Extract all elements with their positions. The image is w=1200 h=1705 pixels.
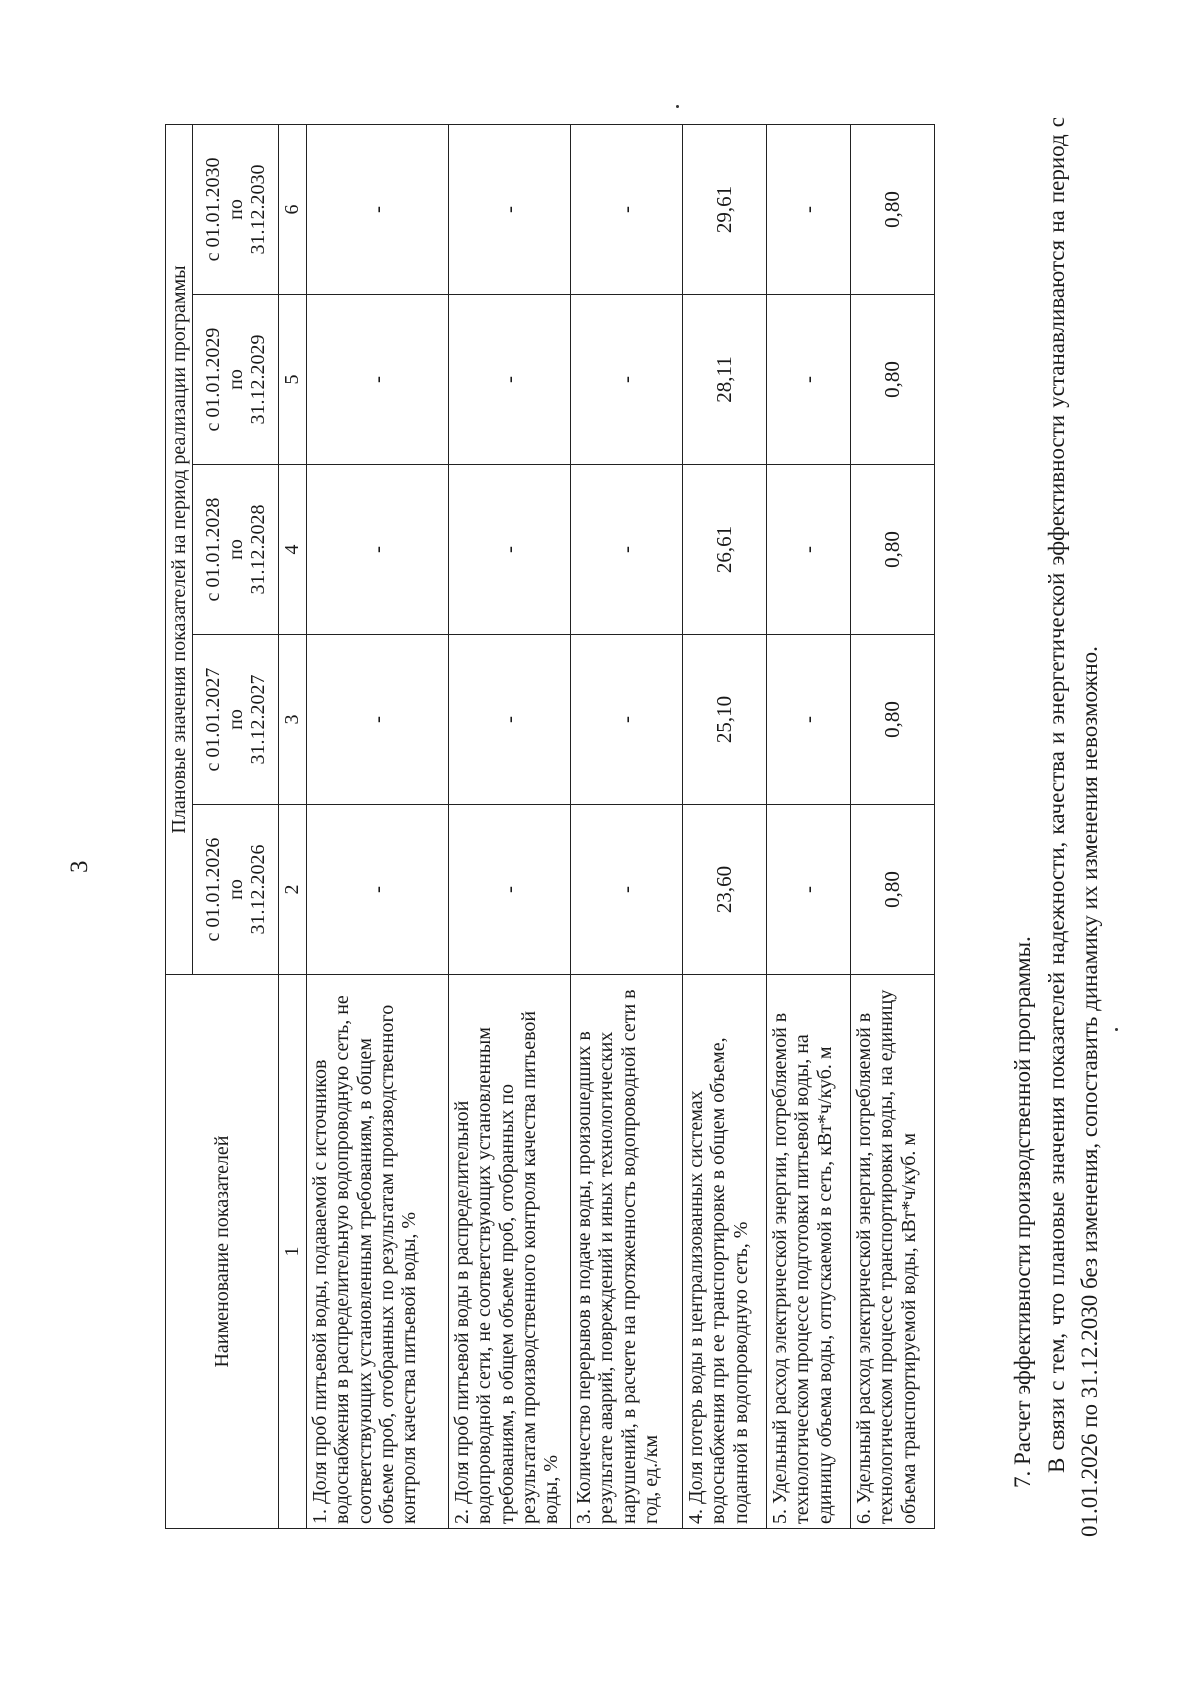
- indicator-value: -: [306, 805, 448, 975]
- indicator-value: -: [306, 465, 448, 635]
- period-header-2030: с 01.01.2030 по 31.12.2030: [193, 124, 279, 294]
- indicator-name: 3. Количество перерывов в подаче воды, произошедших в результате аварий, повреждений и иных технологических нарушений, в расчете на протяженность водопроводной сети в год, ед./км: [570, 975, 682, 1529]
- indicator-value: -: [570, 124, 682, 294]
- indicator-name: 2. Доля проб питьевой воды в распределительной водопроводной сети, не соответствующих установленным требованиям, в общем объеме проб, отобранных по результатам производственного контроля качества питьевой воды, %: [448, 975, 570, 1529]
- name-column-header: Наименование показателей: [166, 975, 279, 1529]
- indicator-value: -: [766, 635, 850, 805]
- indicator-name: 6. Удельный расход электрической энергии, потребляемой в технологическом процессе транспортировки воды, на единицу объема транспортируемой воды, кВт*ч/куб. м: [850, 975, 934, 1529]
- scan-speck: [1115, 1028, 1118, 1031]
- indicator-value: -: [306, 295, 448, 465]
- indicator-value: 26,61: [682, 465, 766, 635]
- indicator-value: 0,80: [850, 635, 934, 805]
- period-header-2029: с 01.01.2029 по 31.12.2029: [193, 295, 279, 465]
- column-number: 3: [279, 635, 306, 805]
- indicator-value: -: [306, 635, 448, 805]
- indicator-value: 23,60: [682, 805, 766, 975]
- scan-speck: [676, 105, 679, 108]
- column-number-row: [279, 124, 306, 1528]
- indicators-table: [165, 124, 935, 1529]
- table-header-row: [166, 124, 193, 1528]
- indicator-value: -: [570, 295, 682, 465]
- indicator-value: -: [448, 124, 570, 294]
- period-header-2028: с 01.01.2028 по 31.12.2028: [193, 465, 279, 635]
- indicator-value: 0,80: [850, 295, 934, 465]
- column-number: 2: [279, 805, 306, 975]
- table-row: [766, 124, 850, 1528]
- column-number: 4: [279, 465, 306, 635]
- indicator-name: 5. Удельный расход электрической энергии, потребляемой в технологическом процессе подготовки питьевой воды, на единицу объема воды, отпускаемой в сеть, кВт*ч/куб. м: [766, 975, 850, 1529]
- indicator-value: 29,61: [682, 124, 766, 294]
- indicator-name: 1. Доля проб питьевой воды, подаваемой с источников водоснабжения в распределительную водопроводную сеть, не соответствующих установленным требованиям, в общем объеме проб, отобранных по результатам производственного контроля качества питьевой воды, %: [306, 975, 448, 1529]
- table-row: [682, 124, 766, 1528]
- indicator-value: -: [448, 635, 570, 805]
- page-number: 3: [66, 860, 93, 873]
- indicator-value: -: [766, 805, 850, 975]
- indicator-value: 25,10: [682, 635, 766, 805]
- indicator-value: 0,80: [850, 124, 934, 294]
- indicator-value: -: [570, 465, 682, 635]
- indicator-value: -: [306, 124, 448, 294]
- column-number: 5: [279, 295, 306, 465]
- column-number: 1: [279, 975, 306, 1529]
- column-number: 6: [279, 124, 306, 294]
- indicator-value: -: [766, 124, 850, 294]
- indicator-value: -: [448, 805, 570, 975]
- indicator-value: -: [448, 295, 570, 465]
- period-header-2027: с 01.01.2027 по 31.12.2027: [193, 635, 279, 805]
- indicator-value: -: [570, 635, 682, 805]
- plan-values-header: Плановые значения показателей на период реализации программы: [166, 124, 193, 974]
- body-paragraph: В связи с тем, что плановые значения показателей надежности, качества и энергетической эффективности устанавливаются на период с 01.01.2026 по 31.12.2030 без изменения, сопоставить динамику их изменения невозможно.: [1044, 117, 1103, 1537]
- table-row: [306, 124, 448, 1528]
- table-row: [570, 124, 682, 1528]
- indicator-name: 4. Доля потерь воды в централизованных системах водоснабжения при ее транспортировке в общем объеме, поданной в водопроводную сеть, %: [682, 975, 766, 1529]
- indicator-value: 28,11: [682, 295, 766, 465]
- section-title: 7. Расчет эффективности производственной программы.: [1010, 936, 1035, 1488]
- table-row: [850, 124, 934, 1528]
- indicator-value: -: [766, 465, 850, 635]
- indicator-value: -: [448, 465, 570, 635]
- table-row: [448, 124, 570, 1528]
- indicator-value: -: [570, 805, 682, 975]
- indicator-value: -: [766, 295, 850, 465]
- period-header-2026: с 01.01.2026 по 31.12.2026: [193, 805, 279, 975]
- indicator-value: 0,80: [850, 805, 934, 975]
- indicator-value: 0,80: [850, 465, 934, 635]
